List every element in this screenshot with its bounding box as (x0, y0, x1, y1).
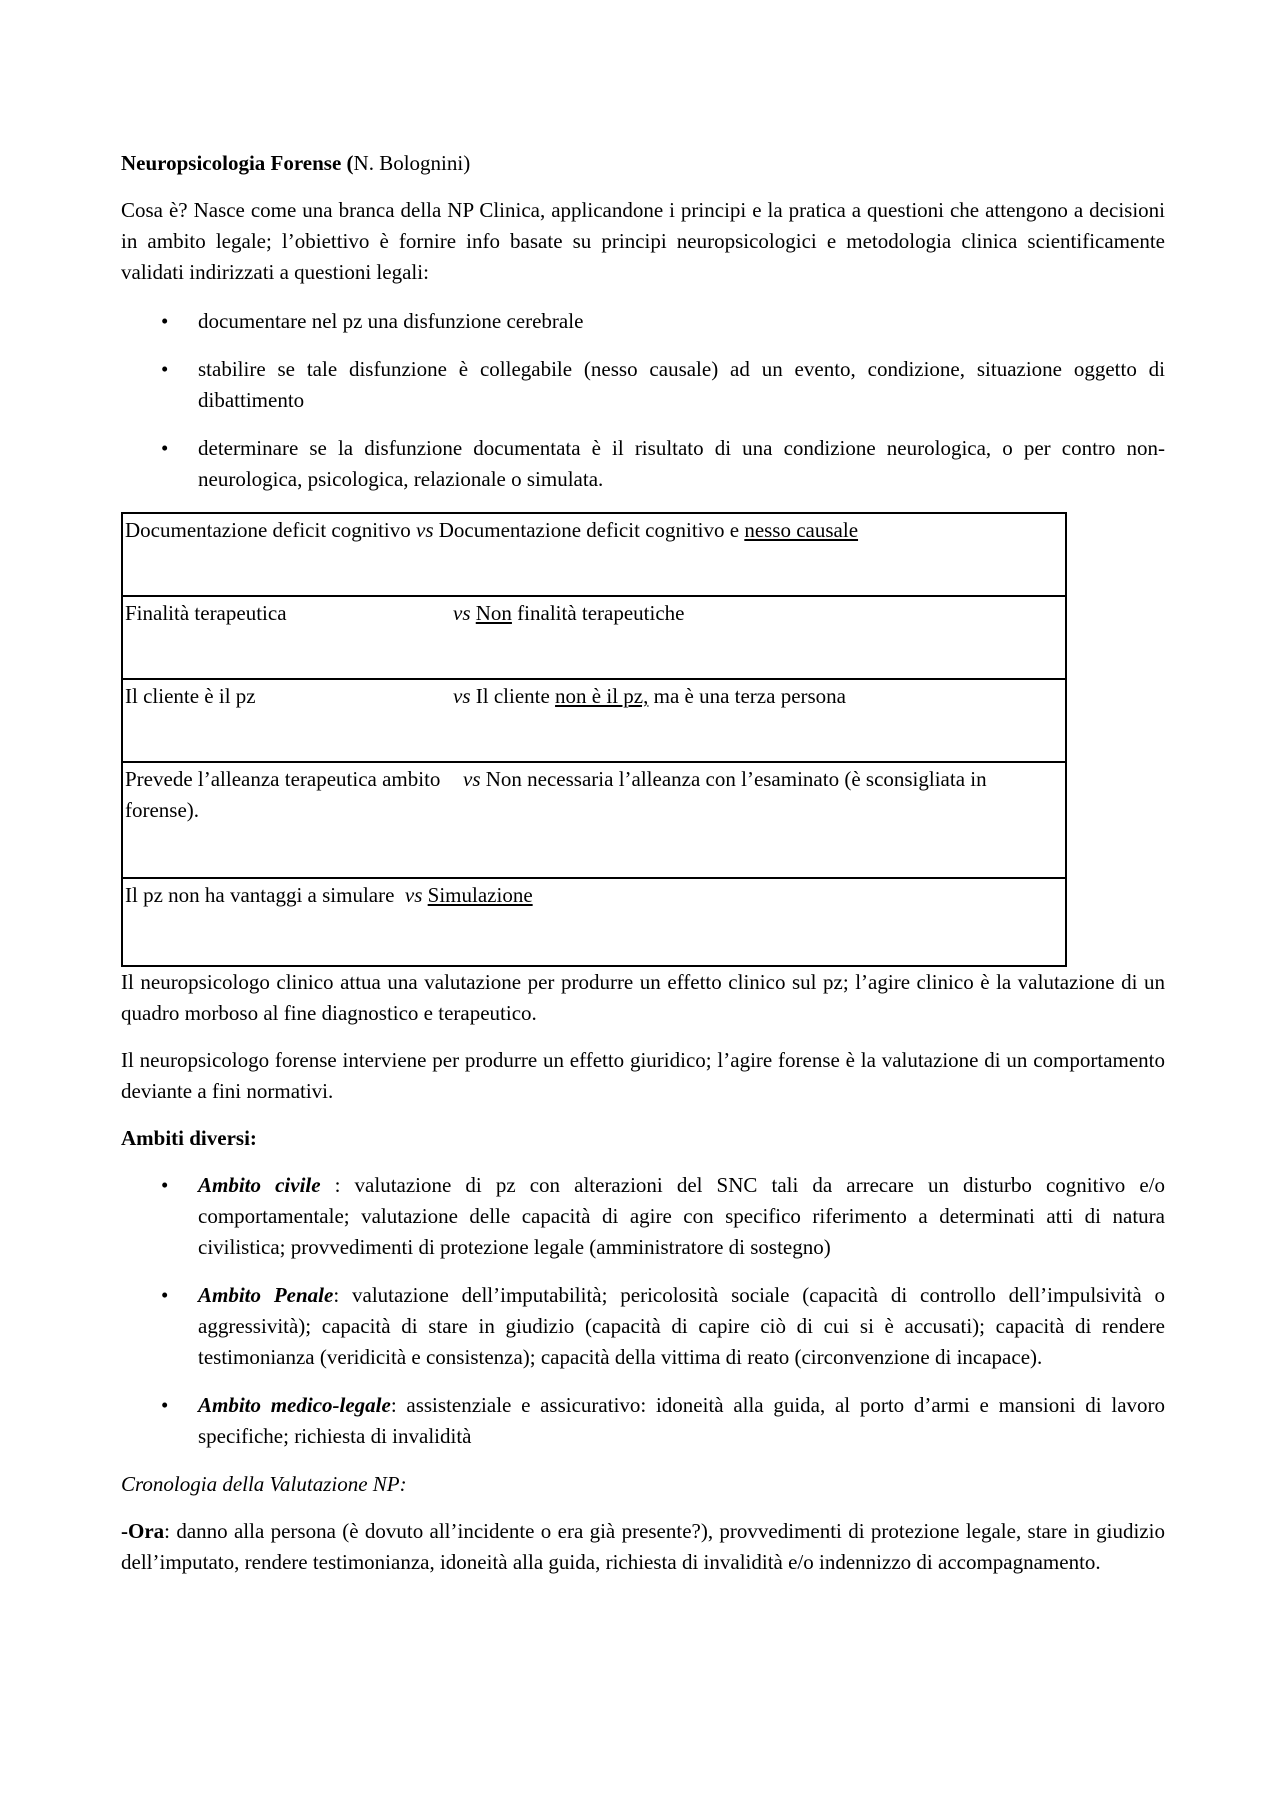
table-cell (122, 878, 1066, 966)
ora-text: : danno alla persona (è dovuto all’incidente o era già presente?), provvedimenti di protezione legale, stare in giudizio dell’imputato, rendere testimonianza, idoneità alla guida, richiesta di invalidità e/o indennizzo di accompagnamento. (121, 1519, 1165, 1574)
bullet-icon: • (161, 436, 169, 460)
list-item (121, 354, 1165, 416)
table-row (122, 762, 1066, 878)
list-item-text: determinare se la disfunzione documentata è il risultato di una condizione neurologica, o per contro non-neurologica, psicologica, relazionale o simulata. (198, 436, 1165, 491)
list-item (121, 1390, 1165, 1452)
ambito-text: : valutazione di pz con alterazioni del SNC tali da arrecare un disturbo cognitivo e/o comportamentale; valutazione delle capacità di agire con specifico riferimento a determinati atti di natura civilistica; provvedimenti di protezione legale (amministratore di sostegno) (198, 1173, 1165, 1259)
row-right-underlined: nesso causale (744, 518, 859, 542)
clinico-paragraph: Il neuropsicologo clinico attua una valutazione per produrre un effetto clinico sul pz; l’agire clinico è la valutazione di un quadro morboso al fine diagnostico e terapeutico. (121, 970, 1165, 1025)
comparison-table (121, 512, 1067, 967)
ambiti-heading: Ambiti diversi: (121, 1126, 257, 1150)
forense-paragraph: Il neuropsicologo forense interviene per produrre un effetto giuridico; l’agire forense è la valutazione di un comportamento deviante a fini normativi. (121, 1048, 1165, 1103)
list-item (121, 433, 1165, 495)
row-right: finalità terapeutiche (511, 601, 685, 625)
row-right: Non necessaria l’alleanza con l’esaminato (è sconsigliata in (485, 767, 987, 791)
document-page (121, 148, 1165, 1578)
row-right-end: ma è una terza persona (648, 684, 847, 708)
table-cell (122, 762, 1066, 878)
ambito-text: : assistenziale e assicurativo: idoneità alla guida, al porto d’armi e mansioni di lavoro specifiche; richiesta di invalidità (198, 1393, 1166, 1448)
vs-label: vs (463, 767, 481, 791)
row-right-underlined: Non (475, 601, 512, 625)
list-item-text: stabilire se tale disfunzione è collegabile (nesso causale) ad un evento, condizione, situazione oggetto di dibattimento (198, 357, 1165, 412)
vs-label: vs (404, 883, 423, 907)
table-cell (122, 679, 1066, 762)
row-left: Il pz non ha vantaggi a simulare (125, 883, 395, 907)
list-item (121, 306, 1165, 337)
ambiti-list (121, 1170, 1165, 1452)
row-left: Finalità terapeutica (125, 601, 287, 625)
intro-paragraph: Cosa è? Nasce come una branca della NP Clinica, applicandone i principi e la pratica a questioni che attengono a decisioni in ambito legale; l’obiettivo è fornire info basate su principi neuropsicologici e metodologia clinica scientificamente validati indirizzati a questioni legali: (121, 198, 1165, 284)
ambito-label: Ambito medico-legale (198, 1393, 391, 1417)
row-right: Il cliente (475, 684, 550, 708)
row-right: Documentazione deficit cognitivo e (438, 518, 740, 542)
bullet-icon: • (161, 1173, 169, 1197)
vs-label: vs (453, 684, 471, 708)
row-right-underlined: non è il pz, (555, 684, 649, 708)
title-author: N. Bolognini) (353, 151, 471, 175)
row-left: Il cliente è il pz (125, 684, 256, 708)
cronologia-heading: Cronologia della Valutazione NP: (121, 1472, 407, 1496)
ambito-label: Ambito civile (198, 1173, 321, 1197)
objectives-list (121, 306, 1165, 495)
row-left: Prevede l’alleanza terapeutica ambito forense). (125, 767, 441, 822)
row-left: Documentazione deficit cognitivo (125, 518, 411, 542)
vs-label: vs (453, 601, 471, 625)
list-item (121, 1280, 1165, 1373)
ambito-label: Ambito Penale (198, 1283, 334, 1307)
table-cell (122, 596, 1066, 679)
list-item (121, 1170, 1165, 1263)
table-row (122, 878, 1066, 966)
table-cell (122, 513, 1066, 596)
row-right-underlined: Simulazione (427, 883, 533, 907)
table-row (122, 596, 1066, 679)
vs-label: vs (416, 518, 434, 542)
bullet-icon: • (161, 1283, 169, 1307)
bullet-icon: • (161, 309, 169, 333)
bullet-icon: • (161, 357, 169, 381)
bullet-icon: • (161, 1393, 169, 1417)
document-title (121, 148, 1165, 179)
title-bold: Neuropsicologia Forense ( (121, 151, 354, 175)
ora-paragraph (121, 1516, 1165, 1578)
table-row (122, 513, 1066, 596)
ambito-text: : valutazione dell’imputabilità; pericolosità sociale (capacità di controllo dell’impulsività o aggressività); capacità di stare in giudizio (capacità di capire ciò di cui si è accusati); capacità di rendere testimonianza (veridicità e consistenza); capacità della vittima di reato (circonvenzione di incapace). (198, 1283, 1166, 1369)
list-item-text: documentare nel pz una disfunzione cerebrale (198, 309, 584, 333)
table-row (122, 679, 1066, 762)
ora-label: -Ora (121, 1519, 165, 1543)
